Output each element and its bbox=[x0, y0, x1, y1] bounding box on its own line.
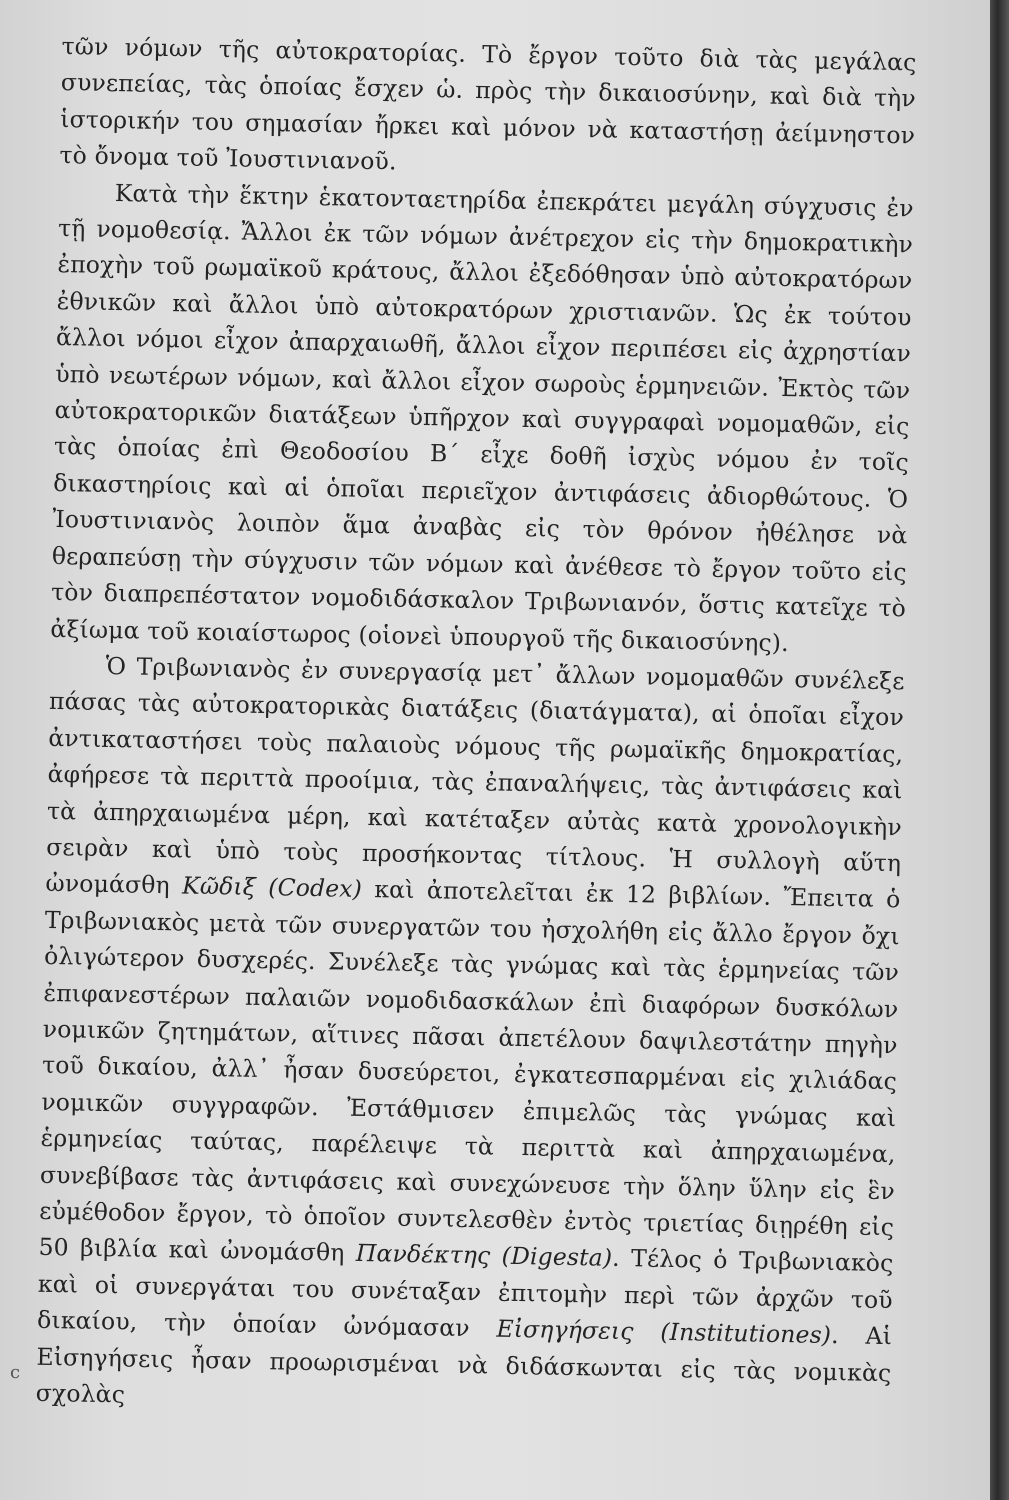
page-binding-edge bbox=[990, 0, 1009, 1500]
paragraph-1-text: τῶν νόμων τῆς αὐτοκρατορίας. Τὸ ἔργον τοῦτο διὰ τὰς μεγάλας συνεπείας, τὰς ὁποίας ἔσχεν ὡ. πρὸς τὴν δικαιοσύνην, καὶ διὰ τὴν ἱστορικήν του σημασίαν ἤρκει καὶ μόνον νὰ καταστήσῃ ἀείμνηστον τὸ ὄνομα τοῦ Ἰουστινιανοῦ. bbox=[59, 31, 917, 176]
body-text bbox=[35, 28, 916, 1428]
paragraph-2-text: Κατὰ τὴν ἕκτην ἑκατονταετηρίδα ἐπεκράτει μεγάλη σύγχυσις ἐν τῇ νομοθεσίᾳ. Ἄλλοι ἐκ τῶν νόμων ἀνέτρεχον εἰς τὴν δημοκρατικὴν ἐποχὴν τοῦ ρωμαϊκοῦ κράτους, ἄλλοι ἐξεδόθησαν ὑπὸ αὐτοκρατόρων ἐθνικῶν καὶ ἄλλοι ὑπὸ αὐτοκρατόρων χριστιανῶν. Ὡς ἐκ τούτου ἄλλοι νόμοι εἶχον ἀπαρχαιωθῆ, ἄλλοι εἶχον περιπέσει εἰς ἀχρηστίαν ὑπὸ νεωτέρων νόμων, καὶ ἄλλοι εἶχον σωροὺς ἑρμηνειῶν. Ἐκτὸς τῶν αὐτοκρατορικῶν διατάξεων ὑπῆρχον καὶ συγγραφαὶ νομομαθῶν, εἰς τὰς ὁποίας ἐπὶ Θεοδοσίου Β΄ εἶχε δοθῆ ἰσχὺς νόμου ἐν τοῖς δικαστηρίοις καὶ αἱ ὁποῖαι περιεῖχον ἀντιφάσεις ἀδιορθώτους. Ὁ Ἰουστινιανὸς λοιπὸν ἅμα ἀναβὰς εἰς τὸν θρόνον ἠθέλησε νὰ θεραπεύσῃ τὴν σύγχυσιν τῶν νόμων καὶ ἀνέθεσε τὸ ἔργον τοῦτο εἰς τὸν διαπρεπέστατον νομοδιδάσκαλον Τριβωνιανόν, ὅστις κατεῖχε τὸ ἀξίωμα τοῦ κοιαίστωρος (οἱονεὶ ὑπουργοῦ τῆς δικαιοσύνης). bbox=[50, 178, 914, 657]
codex-term: Κῶδιξ (Codex) bbox=[181, 871, 363, 904]
margin-mark: c bbox=[10, 1362, 21, 1383]
paragraph-3-text-d: . Αἱ Εἰσηγήσεις ἦσαν προωρισμέναι νὰ διδάσκωνται εἰς τὰς νομικὰς σχολὰς bbox=[35, 1321, 893, 1409]
digesta-term: Πανδέκτης (Digesta) bbox=[355, 1239, 613, 1273]
institutiones-term: Εἰσηγήσεις (Institutiones) bbox=[496, 1314, 832, 1350]
paragraph-3 bbox=[35, 647, 905, 1428]
paragraph-1 bbox=[59, 28, 917, 190]
paragraph-3-text-c: . Τέλος ὁ Τριβωνιακὸς καὶ οἱ συνεργάται του συνέταξαν ἐπιτομὴν περὶ τῶν ἀρχῶν τοῦ δικαίου, τὴν ὁποίαν ὠνόμασαν bbox=[36, 1244, 894, 1343]
paragraph-3-text-a: Ὁ Τριβωνιανὸς ἐν συνεργασίᾳ μετ᾿ ἄλλων νομομαθῶν συνέλεξε πάσας τὰς αὐτοκρατορικὰς διατάξεις (διατάγματα), αἱ ὁποῖαι εἶχον ἀντικαταστήσει τοὺς παλαιοὺς νόμους τῆς ρωμαϊκῆς δημοκρατίας, ἀφήρεσε τὰ περιττὰ προοίμια, τὰς ἐπαναλήψεις, τὰς ἀντιφάσεις καὶ τὰ ἀπηρχαιωμένα μέρη, καὶ κατέταξεν αὐτὰς κατὰ χρονολογικὴν σειρὰν καὶ ὑπὸ τοὺς προσήκοντας τίτλους. Ἡ συλλογὴ αὕτη ὠνομάσθη bbox=[45, 651, 905, 900]
paragraph-3-text-b: καὶ ἀποτελεῖται ἐκ 12 βιβλίων. Ἔπειτα ὁ Τριβωνιακὸς μετὰ τῶν συνεργατῶν του ἠσχολήθη εἰς ἄλλο ἔργον ὄχι ὀλιγώτερον δυσχερές. Συνέλεξε τὰς γνώμας καὶ τὰς ἑρμηνείας τῶν ἐπιφανεστέρων παλαιῶν νομοδιδασκάλων ἐπὶ διαφόρων δυσκόλων νομικῶν ζητημάτων, αἵτινες πᾶσαι ἀπετέλουν δαψιλεστάτην πηγὴν τοῦ δικαίου, ἀλλ᾿ ἦσαν δυσεύρετοι, ἐγκατεσπαρμέναι εἰς χιλιάδας νομικῶν συγγραφῶν. Ἐστάθμισεν ἐπιμελῶς τὰς γνώμας καὶ ἑρμηνείας ταύτας, παρέλειψε τὰ περιττὰ καὶ ἀπηρχαιωμένα, συνεβίβασε τὰς ἀντιφάσεις καὶ συνεχώνευσε τὴν ὅλην ὕλην εἰς ἓν εὐμέθοδον ἔργον, τὸ ὁποῖον συντελεσθὲν ἐντὸς τριετίας διῃρέθη εἰς 50 βιβλία καὶ ὠνομάσθη bbox=[38, 875, 901, 1268]
paragraph-2 bbox=[50, 174, 914, 664]
